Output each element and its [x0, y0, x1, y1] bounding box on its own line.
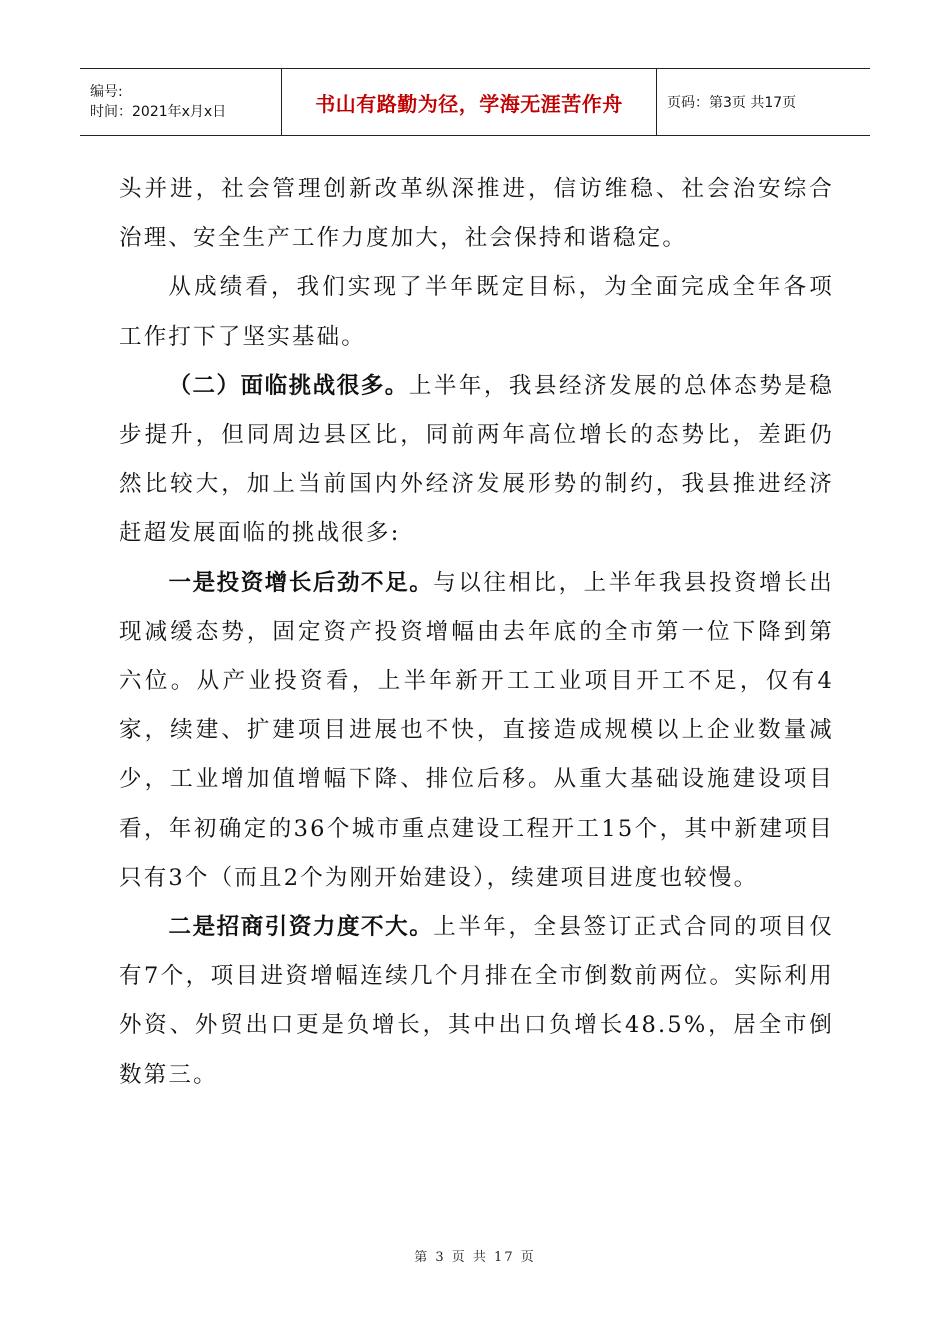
page-header — [80, 68, 870, 136]
header-slogan-cell — [282, 69, 657, 135]
header-meta-cell — [80, 69, 282, 135]
paragraph-text: 与以往相比，上半年我县投资增长出现减缓态势，固定资产投资增幅由去年底的全市第一位下降到第六位。从产业投资看，上半年新开工工业项目开工不足，仅有4家，续建、扩建项目进展也不快，直接造成规模以上企业数量减少，工业增加值增幅下降、排位后移。从重大基础设施建设项目看，年初确定的36个城市重点建设工程开工15个，其中新建项目只有3个（而且2个为刚开始建设），续建项目进度也较慢。 — [119, 569, 835, 891]
page-footer — [0, 1246, 950, 1265]
document-number-label: 编号: — [90, 84, 123, 100]
document-body — [119, 165, 834, 1100]
point-heading: 二是招商引资力度不大。 — [168, 914, 434, 941]
paragraph-text: 头并进，社会管理创新改革纵深推进，信访维稳、社会治安综合治理、安全生产工作力度加大，社会保持和谐稳定。 — [119, 176, 834, 252]
footer-page-number: 第 3 页 共 17 页 — [414, 1250, 536, 1265]
document-date: 时间：2021年x月x日 — [90, 104, 227, 120]
paragraph-text: 从成绩看，我们实现了半年既定目标，为全面完成全年各项工作打下了坚实基础。 — [119, 274, 834, 350]
paragraph-investment — [119, 559, 834, 903]
paragraph-achievements — [119, 263, 834, 361]
section-heading: （二）面临挑战很多。 — [168, 372, 409, 399]
paragraph-text: 上半年，我县经济发展的总体态势是稳步提升，但同周边县区比，同前两年高位增长的态势比，差距仍然比较大，加上当前国内外经济发展形势的制约，我县推进经济赶超发展面临的挑战很多: — [119, 372, 834, 547]
point-heading: 一是投资增长后劲不足。 — [168, 569, 434, 596]
header-page-cell — [657, 69, 870, 135]
paragraph-text: 上半年，全县签订正式合同的项目仅有7个，项目进资增幅连续几个月排在全市倒数前两位。实际利用外资、外贸出口更是负增长，其中出口负增长48.5%，居全市倒数第三。 — [119, 914, 835, 1088]
paragraph-challenges — [119, 362, 834, 559]
paragraph-investment-attraction — [119, 903, 834, 1100]
header-slogan: 书山有路勤为径，学海无涯苦作舟 — [315, 91, 623, 116]
header-page-info: 页码：第3页 共17页 — [667, 95, 797, 111]
paragraph-continuation — [119, 165, 834, 263]
